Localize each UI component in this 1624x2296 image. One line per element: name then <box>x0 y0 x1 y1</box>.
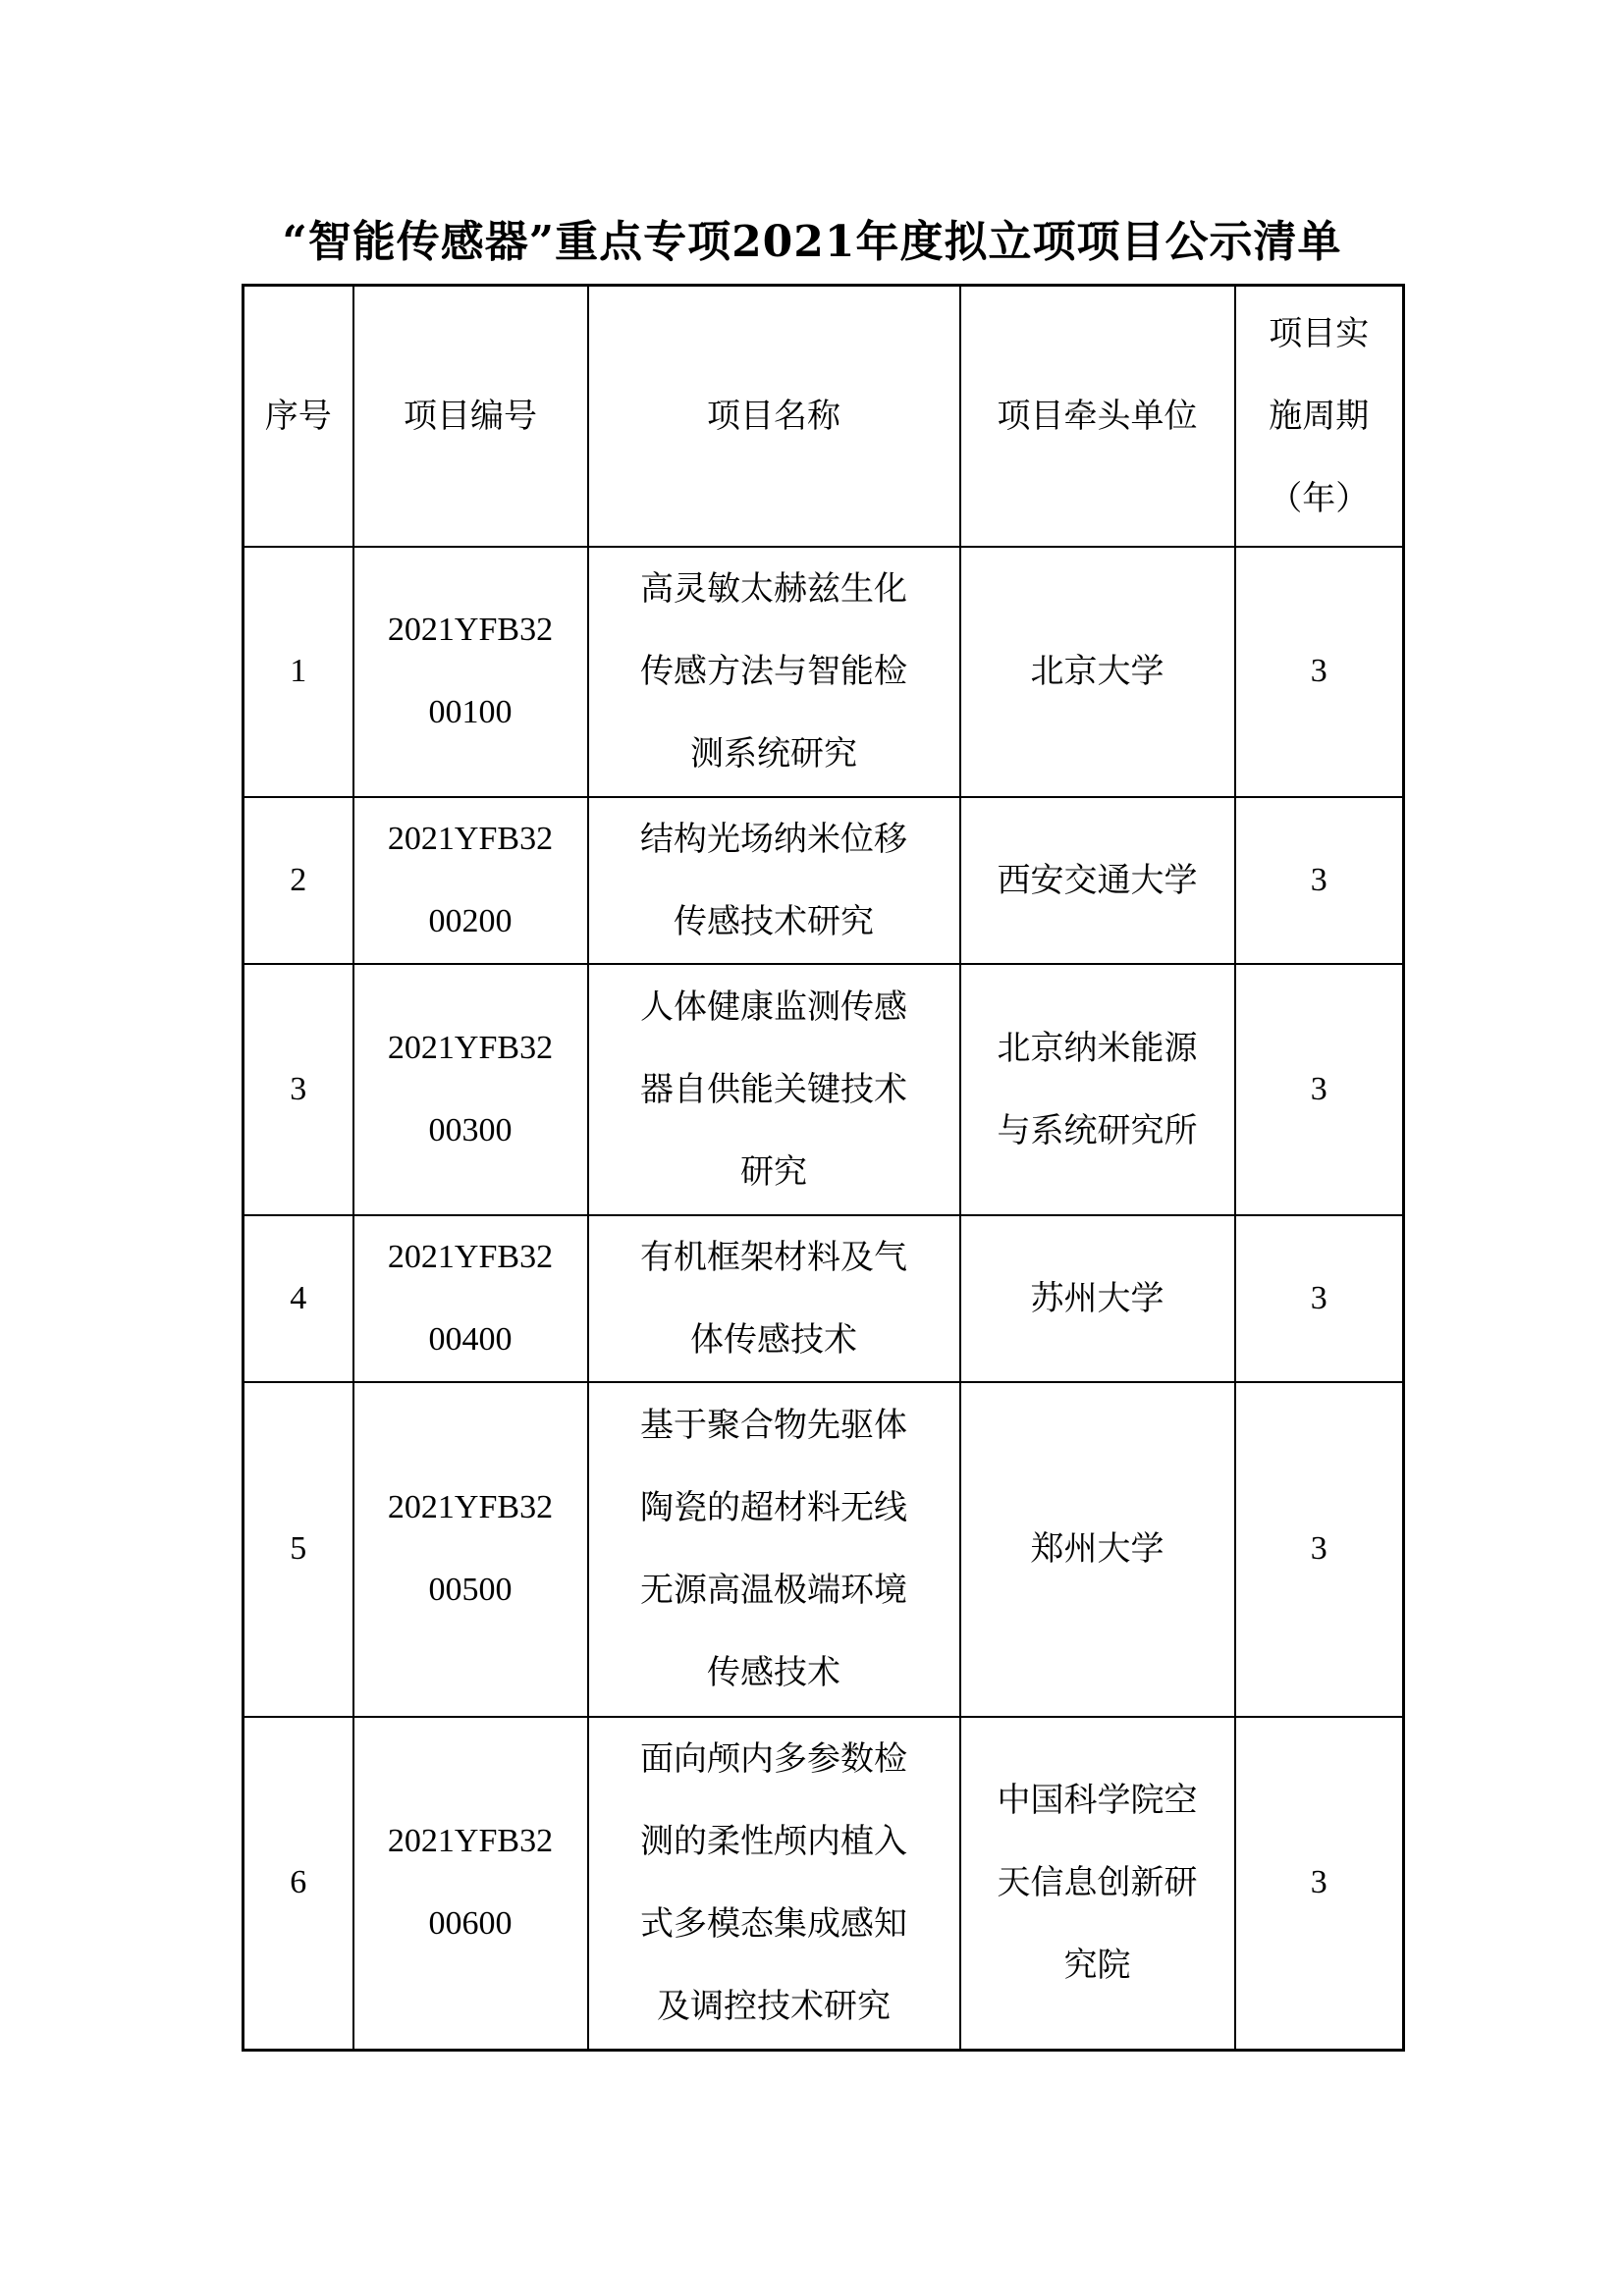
row-lead-unit: 苏州大学 <box>960 1215 1235 1382</box>
row-name: 基于聚合物先驱体 陶瓷的超材料无线 无源高温极端环境 传感技术 <box>588 1382 960 1717</box>
table-row <box>244 547 1404 797</box>
header-lead-unit: 项目牵头单位 <box>960 286 1235 547</box>
row-period: 3 <box>1235 1717 1404 2051</box>
row-index: 4 <box>244 1215 353 1382</box>
row-code: 2021YFB32 00300 <box>353 964 588 1215</box>
table-header-row <box>244 286 1404 547</box>
table-row <box>244 1382 1404 1717</box>
row-name: 面向颅内多参数检 测的柔性颅内植入 式多模态集成感知 及调控技术研究 <box>588 1717 960 2051</box>
row-period: 3 <box>1235 547 1404 797</box>
row-lead-unit: 北京纳米能源 与系统研究所 <box>960 964 1235 1215</box>
row-name: 高灵敏太赫兹生化 传感方法与智能检 测系统研究 <box>588 547 960 797</box>
row-code: 2021YFB32 00400 <box>353 1215 588 1382</box>
row-lead-unit: 西安交通大学 <box>960 797 1235 964</box>
header-index: 序号 <box>244 286 353 547</box>
table-row <box>244 1717 1404 2051</box>
page-title: “智能传感器”重点专项2021年度拟立项项目公示清单 <box>282 217 1342 267</box>
row-period: 3 <box>1235 964 1404 1215</box>
table-row <box>244 797 1404 964</box>
row-lead-unit: 北京大学 <box>960 547 1235 797</box>
row-period: 3 <box>1235 1215 1404 1382</box>
row-code: 2021YFB32 00500 <box>353 1382 588 1717</box>
row-index: 2 <box>244 797 353 964</box>
row-lead-unit: 郑州大学 <box>960 1382 1235 1717</box>
table-row <box>244 964 1404 1215</box>
row-period: 3 <box>1235 797 1404 964</box>
row-name: 有机框架材料及气 体传感技术 <box>588 1215 960 1382</box>
row-name: 结构光场纳米位移 传感技术研究 <box>588 797 960 964</box>
row-index: 6 <box>244 1717 353 2051</box>
row-code: 2021YFB32 00600 <box>353 1717 588 2051</box>
row-code: 2021YFB32 00200 <box>353 797 588 964</box>
row-index: 3 <box>244 964 353 1215</box>
project-list-table <box>242 284 1405 2052</box>
row-index: 1 <box>244 547 353 797</box>
row-period: 3 <box>1235 1382 1404 1717</box>
header-code: 项目编号 <box>353 286 588 547</box>
table-row <box>244 1215 1404 1382</box>
row-name: 人体健康监测传感 器自供能关键技术 研究 <box>588 964 960 1215</box>
header-name: 项目名称 <box>588 286 960 547</box>
row-index: 5 <box>244 1382 353 1717</box>
row-lead-unit: 中国科学院空 天信息创新研 究院 <box>960 1717 1235 2051</box>
row-code: 2021YFB32 00100 <box>353 547 588 797</box>
header-period: 项目实 施周期 （年） <box>1235 286 1404 547</box>
